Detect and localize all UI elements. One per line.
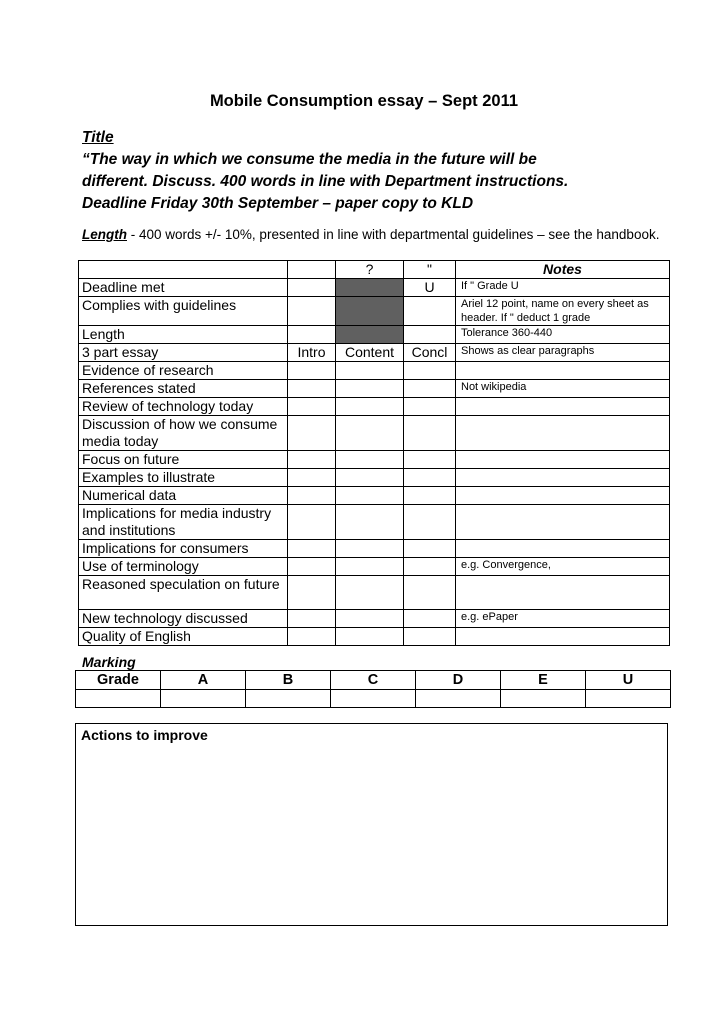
criterion-cell: Numerical data xyxy=(79,487,288,505)
criterion-cell: New technology discussed xyxy=(79,610,288,628)
criteria-row xyxy=(79,628,670,646)
col1-cell[interactable] xyxy=(288,610,336,628)
criterion-cell: Reasoned speculation on future xyxy=(79,576,288,610)
criterion-cell: Examples to illustrate xyxy=(79,469,288,487)
col3-cell[interactable] xyxy=(404,576,456,610)
criterion-cell: Use of terminology xyxy=(79,558,288,576)
grade-cell-a: A xyxy=(161,671,246,690)
criteria-row xyxy=(79,610,670,628)
note-cell xyxy=(456,398,670,416)
note-cell xyxy=(456,576,670,610)
col3-cell[interactable] xyxy=(404,469,456,487)
col1-cell[interactable] xyxy=(288,279,336,297)
grade-entry-cell[interactable] xyxy=(501,690,586,708)
criteria-row xyxy=(79,505,670,540)
actions-label: Actions to improve xyxy=(81,727,208,743)
criteria-row xyxy=(79,576,670,610)
col2-cell[interactable] xyxy=(336,326,404,344)
col3-cell[interactable] xyxy=(404,416,456,451)
col2-cell[interactable]: Content xyxy=(336,344,404,362)
criteria-row xyxy=(79,297,670,326)
col2-cell[interactable] xyxy=(336,398,404,416)
col2-cell[interactable] xyxy=(336,487,404,505)
title-label: Title xyxy=(82,129,114,146)
col1-cell[interactable]: Intro xyxy=(288,344,336,362)
col3-cell[interactable] xyxy=(404,362,456,380)
length-requirement xyxy=(82,226,662,243)
col2-cell[interactable] xyxy=(336,576,404,610)
title-line-3: Deadline Friday 30th September – paper copy to KLD xyxy=(82,195,474,212)
col2-cell[interactable] xyxy=(336,469,404,487)
col1-cell[interactable] xyxy=(288,576,336,610)
criterion-cell: Discussion of how we consume media today xyxy=(79,416,288,451)
criteria-row xyxy=(79,558,670,576)
col1-cell[interactable] xyxy=(288,398,336,416)
col3-cell[interactable] xyxy=(404,540,456,558)
header-col1-cell xyxy=(288,261,336,279)
criterion-cell: Implications for consumers xyxy=(79,540,288,558)
criteria-row xyxy=(79,279,670,297)
grade-label-cell: Grade xyxy=(76,671,161,690)
grade-header-row xyxy=(76,671,671,690)
grade-entry-cell[interactable] xyxy=(331,690,416,708)
criterion-cell: Complies with guidelines xyxy=(79,297,288,326)
header-col3-cell: " xyxy=(404,261,456,279)
col1-cell[interactable] xyxy=(288,326,336,344)
col2-cell[interactable] xyxy=(336,380,404,398)
col1-cell[interactable] xyxy=(288,487,336,505)
criterion-cell: References stated xyxy=(79,380,288,398)
col1-cell[interactable] xyxy=(288,540,336,558)
col3-cell[interactable] xyxy=(404,451,456,469)
col2-cell[interactable] xyxy=(336,558,404,576)
col1-cell[interactable] xyxy=(288,451,336,469)
note-cell xyxy=(456,505,670,540)
note-cell xyxy=(456,416,670,451)
criteria-table xyxy=(78,260,670,646)
col3-cell[interactable] xyxy=(404,505,456,540)
grade-cell-d: D xyxy=(416,671,501,690)
title-line-1: “The way in which we consume the media in the future will be xyxy=(82,151,537,168)
col1-cell[interactable] xyxy=(288,297,336,326)
col1-cell[interactable] xyxy=(288,558,336,576)
grade-cell-b: B xyxy=(246,671,331,690)
col3-cell[interactable] xyxy=(404,487,456,505)
col3-cell[interactable]: Concl xyxy=(404,344,456,362)
col3-cell[interactable] xyxy=(404,610,456,628)
note-cell xyxy=(456,540,670,558)
grade-cell-e: E xyxy=(501,671,586,690)
criterion-cell: Focus on future xyxy=(79,451,288,469)
col1-cell[interactable] xyxy=(288,380,336,398)
grade-entry-row xyxy=(76,690,671,708)
col2-cell[interactable] xyxy=(336,505,404,540)
col3-cell[interactable] xyxy=(404,398,456,416)
note-cell xyxy=(456,362,670,380)
note-cell xyxy=(456,469,670,487)
grade-entry-cell[interactable] xyxy=(246,690,331,708)
criterion-cell: Quality of English xyxy=(79,628,288,646)
length-text: - 400 words +/- 10%, presented in line with departmental guidelines – see the handbook. xyxy=(127,227,660,242)
note-cell: e.g. Convergence, xyxy=(456,558,670,576)
col2-cell[interactable] xyxy=(336,362,404,380)
criteria-row xyxy=(79,469,670,487)
criterion-cell: Implications for media industry and institutions xyxy=(79,505,288,540)
criteria-row xyxy=(79,326,670,344)
header-criterion-cell xyxy=(79,261,288,279)
criterion-cell: Review of technology today xyxy=(79,398,288,416)
note-cell: If " Grade U xyxy=(456,279,670,297)
col3-cell[interactable] xyxy=(404,326,456,344)
col2-cell[interactable] xyxy=(336,279,404,297)
col2-cell[interactable] xyxy=(336,297,404,326)
note-cell: Not wikipedia xyxy=(456,380,670,398)
col2-cell[interactable] xyxy=(336,451,404,469)
criterion-cell: Evidence of research xyxy=(79,362,288,380)
criteria-row xyxy=(79,451,670,469)
note-cell: Ariel 12 point, name on every sheet as header. If " deduct 1 grade xyxy=(456,297,670,326)
criteria-row xyxy=(79,416,670,451)
criteria-header-row xyxy=(79,261,670,279)
note-cell xyxy=(456,451,670,469)
grade-cell-c: C xyxy=(331,671,416,690)
criteria-row xyxy=(79,362,670,380)
criteria-row xyxy=(79,380,670,398)
criterion-cell: Deadline met xyxy=(79,279,288,297)
criteria-row xyxy=(79,344,670,362)
col1-cell[interactable] xyxy=(288,469,336,487)
note-cell: Tolerance 360-440 xyxy=(456,326,670,344)
col1-cell[interactable] xyxy=(288,362,336,380)
note-cell xyxy=(456,487,670,505)
col3-cell[interactable] xyxy=(404,558,456,576)
col2-cell[interactable] xyxy=(336,416,404,451)
header-col2-cell: ? xyxy=(336,261,404,279)
col1-cell[interactable] xyxy=(288,505,336,540)
criteria-row xyxy=(79,487,670,505)
criteria-row xyxy=(79,398,670,416)
col1-cell[interactable] xyxy=(288,628,336,646)
criterion-cell: 3 part essay xyxy=(79,344,288,362)
actions-to-improve-box[interactable] xyxy=(75,723,668,926)
grade-entry-cell[interactable] xyxy=(416,690,501,708)
col3-cell[interactable]: U xyxy=(404,279,456,297)
grade-table xyxy=(75,670,671,708)
document-title: Mobile Consumption essay – Sept 2011 xyxy=(209,92,519,110)
grade-entry-cell[interactable] xyxy=(586,690,671,708)
col3-cell[interactable] xyxy=(404,628,456,646)
length-label: Length xyxy=(82,227,127,242)
criteria-row xyxy=(79,540,670,558)
col3-cell[interactable] xyxy=(404,380,456,398)
col3-cell[interactable] xyxy=(404,297,456,326)
col2-cell[interactable] xyxy=(336,610,404,628)
essay-title-block xyxy=(82,127,682,215)
col2-cell[interactable] xyxy=(336,540,404,558)
grade-entry-cell[interactable] xyxy=(161,690,246,708)
grade-entry-cell[interactable] xyxy=(76,690,161,708)
col2-cell[interactable] xyxy=(336,628,404,646)
col1-cell[interactable] xyxy=(288,416,336,451)
marking-label: Marking xyxy=(82,654,136,670)
criterion-cell: Length xyxy=(79,326,288,344)
note-cell xyxy=(456,628,670,646)
header-notes-cell: Notes xyxy=(456,261,670,279)
grade-cell-u: U xyxy=(586,671,671,690)
note-cell: e.g. ePaper xyxy=(456,610,670,628)
title-line-2: different. Discuss. 400 words in line with Department instructions. xyxy=(82,173,569,190)
note-cell: Shows as clear paragraphs xyxy=(456,344,670,362)
